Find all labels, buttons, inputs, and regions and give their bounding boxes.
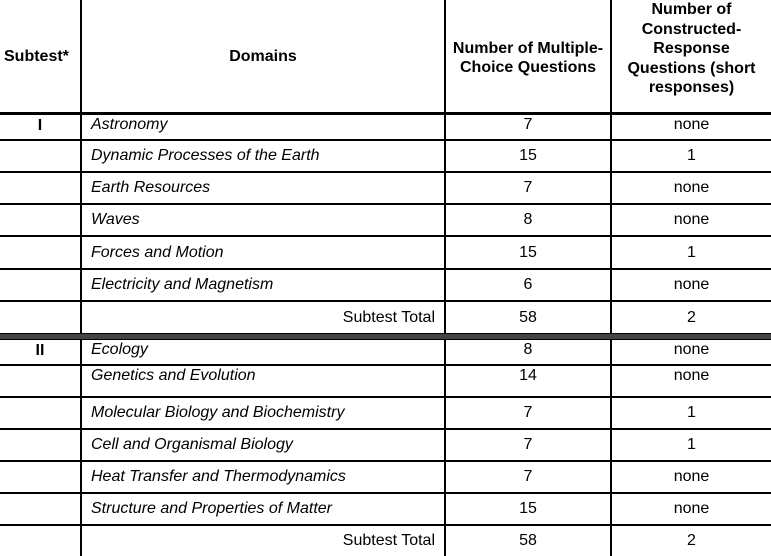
subtest-total-mc: 58 — [445, 301, 611, 334]
mc-count: 6 — [445, 269, 611, 301]
header-constructed-response: Number of Constructed-Response Questions (short responses) — [611, 0, 771, 114]
cr-count: none — [611, 172, 771, 204]
cr-count: none — [611, 114, 771, 141]
mc-count: 14 — [445, 365, 611, 397]
domain-cell: Forces and Motion — [81, 236, 445, 269]
subtest-total-row — [0, 525, 771, 556]
domain-cell: Structure and Properties of Matter — [81, 493, 445, 525]
subtest-total-label: Subtest Total — [81, 525, 445, 556]
cr-count: none — [611, 204, 771, 236]
subtest-cell — [0, 429, 81, 461]
subtest-total-row — [0, 301, 771, 334]
domain-cell: Earth Resources — [81, 172, 445, 204]
domain-cell: Ecology — [81, 340, 445, 366]
subtest-cell — [0, 525, 81, 556]
header-multiple-choice: Number of Multiple-Choice Questions — [445, 0, 611, 114]
table-row — [0, 493, 771, 525]
subtest-total-cr: 2 — [687, 532, 696, 549]
table-row — [0, 172, 771, 204]
cr-count: 1 — [611, 397, 771, 429]
subtest-cell — [0, 397, 81, 429]
table-row — [0, 461, 771, 493]
subtest-cell — [0, 236, 81, 269]
subtest-cell — [0, 493, 81, 525]
table-row — [0, 340, 771, 366]
mc-count: 7 — [445, 429, 611, 461]
header-domains: Domains — [81, 0, 445, 114]
subtest-label: I — [0, 114, 81, 141]
mc-count: 8 — [445, 340, 611, 366]
domain-cell: Molecular Biology and Biochemistry — [81, 397, 445, 429]
cr-count: none — [611, 461, 771, 493]
subtest-cell — [0, 172, 81, 204]
domain-cell: Dynamic Processes of the Earth — [81, 140, 445, 172]
subtest-cell — [0, 461, 81, 493]
domain-cell: Electricity and Magnetism — [81, 269, 445, 301]
domain-cell: Heat Transfer and Thermodynamics — [81, 461, 445, 493]
mc-count: 8 — [445, 204, 611, 236]
header-row — [0, 0, 771, 114]
subtest-cell — [0, 301, 81, 334]
subtest-label: II — [0, 340, 81, 366]
subtest-cell — [0, 269, 81, 301]
subtest-cell — [0, 204, 81, 236]
cr-count: none — [611, 340, 771, 366]
mc-count: 7 — [445, 397, 611, 429]
subtest-total-mc: 58 — [445, 525, 611, 556]
table-row — [0, 114, 771, 141]
table-row — [0, 365, 771, 397]
table-row — [0, 140, 771, 172]
mc-count: 15 — [445, 140, 611, 172]
domain-cell: Genetics and Evolution — [81, 365, 445, 397]
table-row — [0, 429, 771, 461]
domain-cell: Waves — [81, 204, 445, 236]
cr-count: none — [611, 365, 771, 397]
mc-count: 7 — [445, 172, 611, 204]
domain-cell: Cell and Organismal Biology — [81, 429, 445, 461]
table-row — [0, 269, 771, 301]
subtest-total-label: Subtest Total — [81, 301, 445, 334]
mc-count: 7 — [445, 461, 611, 493]
cr-count: none — [611, 493, 771, 525]
table-row — [0, 397, 771, 429]
mc-count: 15 — [445, 236, 611, 269]
cr-count: 1 — [611, 140, 771, 172]
cr-count: 1 — [611, 429, 771, 461]
subtest-total-cr: 2 — [687, 308, 696, 326]
table-row — [0, 204, 771, 236]
subtest-cell — [0, 365, 81, 397]
mc-count: 7 — [445, 114, 611, 141]
mc-count: 15 — [445, 493, 611, 525]
table-row — [0, 236, 771, 269]
subtest-cell — [0, 140, 81, 172]
cr-count: 1 — [611, 236, 771, 269]
header-subtest: Subtest* — [0, 0, 81, 114]
domain-cell: Astronomy — [81, 114, 445, 141]
cr-count: none — [611, 269, 771, 301]
